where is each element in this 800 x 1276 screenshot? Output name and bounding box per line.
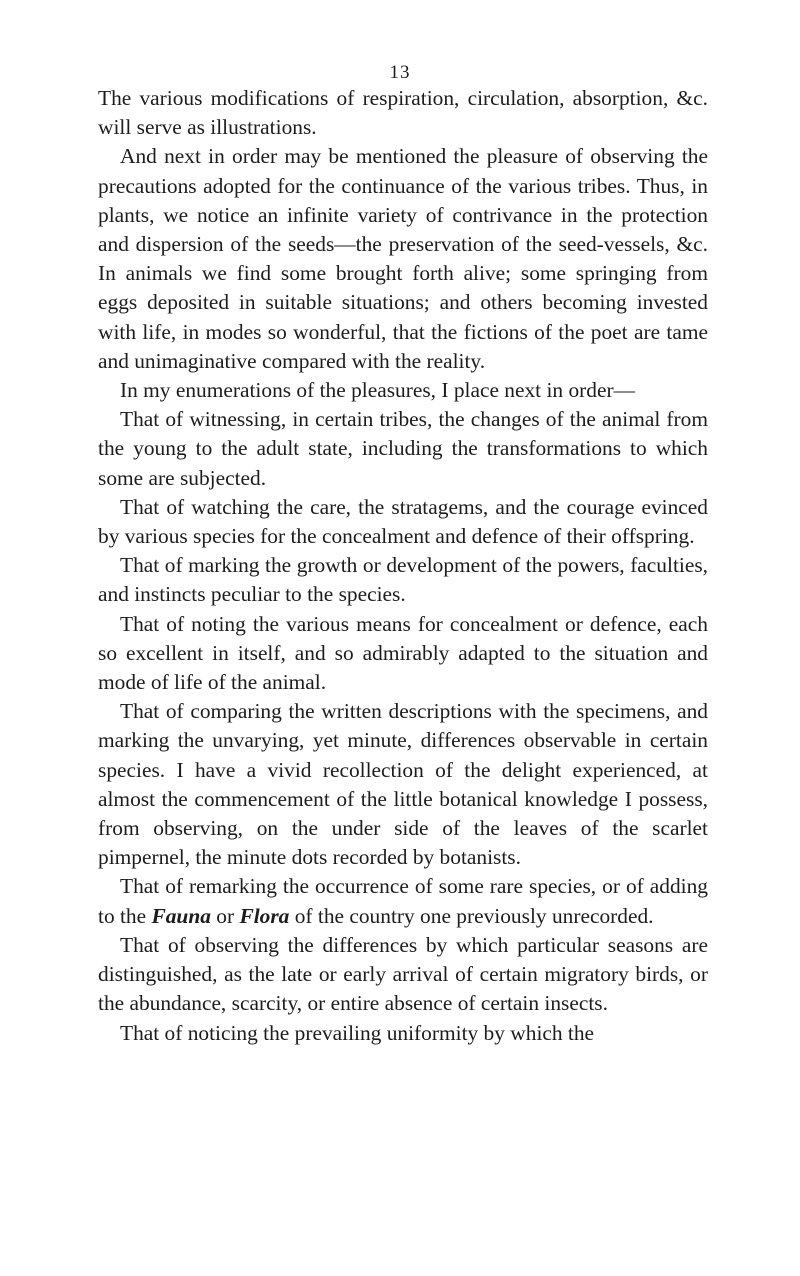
flora-term: Flora — [239, 903, 290, 928]
paragraph-concealment: That of noting the various means for concealment or defence, each so excellent in itself, and so admirably adapted to the situation and mode of life of the animal. — [98, 611, 708, 695]
rare-species-text-after: of the country one previously unrecorded. — [289, 903, 654, 928]
rare-species-text-before: That of remarking the occurrence of some rare species, or of adding to the — [98, 874, 708, 928]
page-body — [98, 84, 708, 1048]
page-number: 13 — [389, 62, 411, 83]
paragraph-seasons: That of observing the differences by which particular seasons are distinguished, as the late or early arrival of certain migratory birds, or the abundance, scarcity, or entire absence of certain insects. — [98, 932, 708, 1016]
paragraph-growth: That of marking the growth or development of the powers, faculties, and instincts peculiar to the species. — [98, 553, 708, 607]
paragraph-rare-species — [98, 872, 708, 930]
paragraph-precautions: And next in order may be mentioned the pleasure of observing the precautions adopted for the continuance of the various tribes. Thus, in plants, we notice an infinite variety of contrivance in the protection and dispersion of the seeds—the preservation of the seed-vessels, &c. In animals we find some brought forth alive; some springing from eggs deposited in suitable situations; and others becoming invested with life, in modes so wonderful, that the fictions of the poet are tame and unimaginative compared with the reality. — [98, 144, 708, 373]
paragraph-offspring: That of watching the care, the stratagems, and the courage evinced by various species for the concealment and defence of their offspring. — [98, 494, 708, 549]
fauna-term: Fauna — [151, 903, 211, 928]
paragraph-specimens: That of comparing the written descriptions with the specimens, and marking the unvarying, yet minute, differences observable in certain species. I have a vivid recollection of the delight experienced, at almost the commencement of the little botanical knowledge I possess, from observing, on the under side of the leaves of the scarlet pimpernel, the minute dots recorded by botanists. — [98, 699, 708, 870]
rare-species-conjunction: or — [210, 903, 240, 928]
paragraph-enumerations: In my enumerations of the pleasures, I place next in order— — [120, 378, 635, 403]
paragraph-uniformity: That of noticing the prevailing uniformity by which the — [120, 1020, 595, 1045]
paragraph-transformations: That of witnessing, in certain tribes, the changes of the animal from the young to the adult state, including the transformations to which some are subjected. — [98, 407, 708, 490]
paragraph-respiration: The various modifications of respiration, circulation, absorption, &c. will serve as illustrations. — [98, 86, 708, 140]
